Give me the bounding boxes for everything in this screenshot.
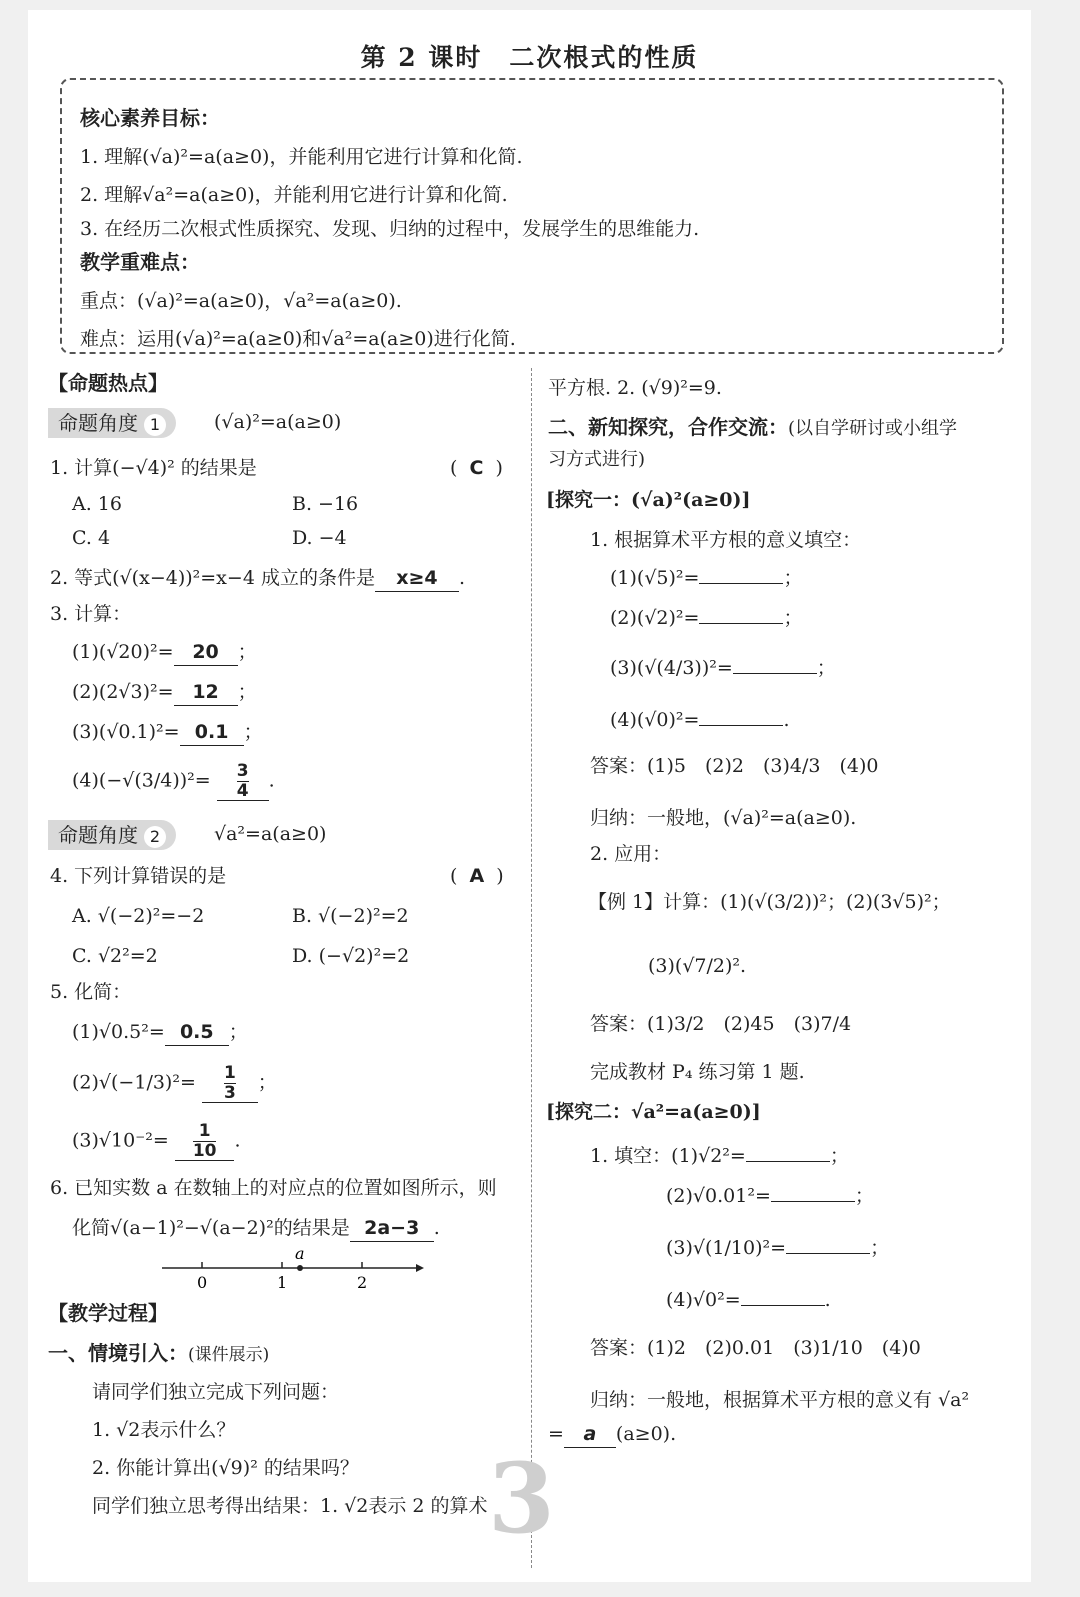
explore-1-prompt: 1. 根据算术平方根的意义填空：	[590, 529, 862, 551]
page-number: 3	[488, 1442, 555, 1555]
answer-bracket: ( A )	[450, 865, 504, 887]
denominator: 3	[223, 1082, 236, 1103]
option: D. (−√2)²=2	[292, 945, 410, 967]
explore-2-summary-2	[548, 1422, 676, 1448]
angle-2-formula: √a²=a(a≥0)	[214, 823, 327, 845]
q5-expr: (3)√10⁻²=	[72, 1129, 169, 1152]
q3-expr: (2)(2√3)²=	[72, 681, 174, 703]
question-6-line1: 6. 已知实数 a 在数轴上的对应点的位置如图所示，则	[50, 1177, 497, 1199]
key-heading: 教学重难点：	[80, 250, 200, 274]
condition: (a≥0).	[615, 1423, 677, 1445]
question-3: 3. 计算：	[50, 603, 132, 625]
answer-fraction	[202, 1064, 258, 1103]
q3-expr: (3)(√0.1)²=	[72, 721, 180, 743]
tick-label: 1	[277, 1273, 288, 1292]
answer-blank: 2a−3	[350, 1216, 434, 1242]
explore-2-answer: 答案：(1)2 (2)0.01 (3)1/10 (4)0	[590, 1337, 921, 1359]
question-1: 1. 计算(−√4)² 的结果是	[50, 457, 257, 479]
example-1-part3: (3)(√7/2)².	[648, 955, 747, 977]
q3-item: (2)(2√3)²= 12 ；	[72, 680, 257, 706]
intro-text: 请同学们独立完成下列问题：	[92, 1381, 340, 1403]
question-5: 5. 化简：	[50, 981, 132, 1003]
point-a-label: a	[295, 1246, 305, 1263]
option: C. 4	[72, 527, 111, 549]
fill-blank	[786, 1253, 870, 1254]
explore-1-heading: [探究一：(√a)²(a≥0)]	[546, 489, 751, 511]
q5-expr: (2)√(−1/3)²=	[72, 1071, 196, 1094]
difficulty: 难点：运用(√a)²=a(a≥0)和√a²=a(a≥0)进行化简.	[80, 328, 516, 350]
fill-blank	[699, 725, 783, 726]
answer-bracket: ( C )	[450, 457, 503, 479]
angle-2-tag	[48, 820, 176, 850]
explore-1-apply: 2. 应用：	[590, 843, 672, 865]
key-point: 重点：(√a)²=a(a≥0)，√a²=a(a≥0).	[80, 290, 402, 312]
answer-blank: 20	[174, 640, 238, 666]
fill-expr: (4)√0²=	[666, 1289, 741, 1311]
example-1-answer: 答案：(1)3/2 (2)45 (3)7/4	[590, 1013, 852, 1035]
q3-item: (3)(√0.1)²= 0.1 ；	[72, 720, 263, 746]
fill-blank	[699, 583, 783, 584]
fill-item: (4)(√0)²= .	[610, 709, 790, 731]
q5-expr: (1)√0.5²=	[72, 1021, 165, 1043]
fill-item: (3)(√(4/3))²= ；	[610, 657, 836, 679]
fill-expr: (3)(√(4/3))²=	[610, 657, 733, 679]
goals-box	[60, 78, 1004, 354]
answer: C	[469, 457, 484, 479]
answer-blank: 12	[174, 680, 238, 706]
explore-note: (以自学研讨或小组学	[788, 418, 958, 439]
option: B. √(−2)²=2	[292, 905, 409, 927]
fill-expr: (2)(√2)²=	[610, 607, 700, 629]
fill-item: (3)√(1/10)²= ；	[666, 1237, 890, 1259]
numerator: 1	[223, 1063, 236, 1083]
q3-item: (4)(−√(3/4))²= $\frac{3}{4}$ .	[72, 761, 275, 801]
worksheet-page	[28, 10, 1031, 1582]
fill-item: (2)(√2)²= ；	[610, 607, 803, 629]
answer-blank: 0.5	[165, 1020, 229, 1046]
textbook-note: 完成教材 P₄ 练习第 1 题.	[590, 1061, 805, 1083]
q5-item: (3)√10⁻²= $\frac{1}{10}$ .	[72, 1121, 241, 1161]
tick-label: 2	[357, 1273, 368, 1292]
number-line-figure	[158, 1246, 428, 1296]
denominator: 4	[236, 780, 249, 801]
question-text: 化简√(a−1)²−√(a−2)²的结果是	[72, 1217, 350, 1239]
point-a	[297, 1265, 303, 1271]
example-1: 【例 1】计算：(1)(√(3/2))²；(2)(3√5)²；	[588, 891, 951, 913]
explore-1-summary: 归纳：一般地，(√a)²=a(a≥0).	[590, 807, 857, 829]
tick-label: 0	[197, 1273, 208, 1292]
fill-blank	[771, 1201, 855, 1202]
fill-item: (1)(√5)²= ；	[610, 567, 803, 589]
answer-fraction	[217, 762, 269, 801]
explore-2-summary: 归纳：一般地，根据算术平方根的意义有 √a²	[590, 1389, 970, 1411]
fill-item: (4)√0²= .	[666, 1289, 831, 1311]
equals: =	[548, 1423, 564, 1445]
answer: A	[469, 865, 485, 887]
fill-expr: (3)√(1/10)²=	[666, 1237, 787, 1259]
numerator: 1	[198, 1121, 211, 1141]
fill-expr: 1. 填空：(1)√2²=	[590, 1145, 746, 1167]
option: A. √(−2)²=−2	[72, 905, 205, 927]
q5-item: (1)√0.5²= 0.5 ；	[72, 1020, 248, 1046]
fill-item: (2)√0.01²= ；	[666, 1185, 874, 1207]
fill-item: 1. 填空：(1)√2²= ；	[590, 1145, 849, 1167]
question-text: 2. 等式(√(x−4))²=x−4 成立的条件是	[50, 567, 375, 589]
hot-heading: 【命题热点】	[48, 371, 168, 395]
angle-number: 2	[144, 826, 166, 848]
intro-text: 1. √2表示什么？	[92, 1419, 236, 1441]
page-title: 第 2 课时 二次根式的性质	[360, 43, 699, 72]
denominator: 10	[192, 1140, 217, 1161]
fill-expr: (2)√0.01²=	[666, 1185, 771, 1207]
question-6-line2: 化简√(a−1)²−√(a−2)²的结果是 2a−3 .	[72, 1216, 440, 1242]
angle-number: 1	[144, 414, 166, 436]
answer-blank: x≥4	[375, 566, 459, 592]
option: C. √2²=2	[72, 945, 158, 967]
answer-blank: 0.1	[180, 720, 244, 746]
fill-blank	[741, 1305, 825, 1306]
angle-1-tag	[48, 408, 176, 438]
goals-heading: 核心素养目标：	[80, 106, 220, 130]
fill-blank	[746, 1161, 830, 1162]
goal-item: 2. 理解√a²=a(a≥0)，并能利用它进行计算和化简.	[80, 184, 508, 206]
option: A. 16	[72, 493, 122, 515]
process-heading: 【教学过程】	[48, 1301, 168, 1325]
fill-blank	[733, 673, 817, 674]
explore-1-answer: 答案：(1)5 (2)2 (3)4/3 (4)0	[590, 755, 879, 777]
goal-item: 1. 理解(√a)²=a(a≥0)，并能利用它进行计算和化简.	[80, 146, 523, 168]
axis-arrow	[416, 1264, 424, 1272]
option: D. −4	[292, 527, 347, 549]
angle-label: 命题角度	[58, 411, 138, 435]
fill-blank	[699, 623, 783, 624]
intro-heading: 一、情境引入：	[48, 1341, 188, 1365]
continued-text: 平方根. 2. (√9)²=9.	[548, 377, 722, 399]
column-divider	[531, 368, 532, 1568]
question-4: 4. 下列计算错误的是	[50, 865, 227, 887]
intro-text: 同学们独立思考得出结果：1. √2表示 2 的算术	[92, 1495, 488, 1517]
q3-expr: (4)(−√(3/4))²=	[72, 769, 211, 792]
fill-expr: (4)(√0)²=	[610, 709, 700, 731]
explore-heading: 二、新知探究，合作交流：	[548, 415, 788, 439]
numerator: 3	[236, 761, 249, 781]
explore-2-heading: [探究二：√a²=a(a≥0)]	[546, 1101, 761, 1123]
angle-1-formula: (√a)²=a(a≥0)	[214, 411, 342, 433]
intro-note: (课件展示)	[188, 1345, 270, 1365]
intro-heading-line	[48, 1340, 269, 1367]
answer-blank: a	[564, 1422, 616, 1448]
explore-note-2: 习方式进行)	[548, 449, 646, 470]
q5-item: (2)√(−1/3)²= $\frac{1}{3}$ ；	[72, 1063, 277, 1103]
intro-text: 2. 你能计算出(√9)² 的结果吗？	[92, 1457, 359, 1479]
angle-label: 命题角度	[58, 823, 138, 847]
option: B. −16	[292, 493, 359, 515]
answer-fraction	[175, 1122, 235, 1161]
q3-item: (1)(√20)²= 20 ；	[72, 640, 257, 666]
fill-expr: (1)(√5)²=	[610, 567, 700, 589]
explore-heading-line	[548, 414, 957, 441]
question-2: 2. 等式(√(x−4))²=x−4 成立的条件是 x≥4 .	[50, 566, 465, 592]
q3-expr: (1)(√20)²=	[72, 641, 174, 663]
goal-item: 3. 在经历二次根式性质探究、发现、归纳的过程中，发展学生的思维能力.	[80, 218, 700, 240]
